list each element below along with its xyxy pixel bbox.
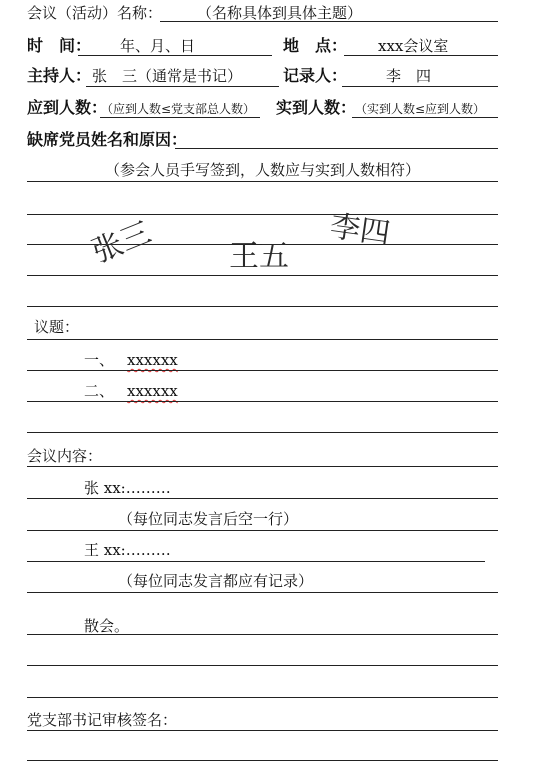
signin-note: （参会人员手写签到，人数应与实到人数相符） xyxy=(105,161,421,179)
agenda-label: 议题： xyxy=(34,318,80,336)
place-line xyxy=(344,55,498,56)
host-line xyxy=(86,86,279,87)
speaker-2: 王 xx:……… xyxy=(84,541,171,559)
rule-line xyxy=(27,697,498,698)
rule-line xyxy=(27,214,498,215)
rule-line xyxy=(27,561,485,562)
recorder-value: 李 四 xyxy=(386,67,432,85)
absent-label: 缺席党员姓名和原因： xyxy=(27,130,188,149)
speaker-1-note: （每位同志发言后空一行） xyxy=(118,510,299,528)
actual-value: （实到人数≤应到人数） xyxy=(355,102,486,116)
rule-line xyxy=(27,665,498,666)
absent-line xyxy=(175,148,498,149)
meeting-name-value: （名称具体到具体主题） xyxy=(197,4,363,22)
rule-line xyxy=(27,306,498,307)
rule-line xyxy=(27,401,498,402)
recorder-label: 记录人： xyxy=(283,66,348,85)
host-label: 主持人： xyxy=(27,66,92,85)
signature-1: 张三 xyxy=(87,215,157,271)
place-label: 地 点： xyxy=(283,36,348,55)
rule-line xyxy=(27,498,498,499)
rule-line xyxy=(27,432,498,433)
time-line xyxy=(78,55,272,56)
rule-line xyxy=(27,275,498,276)
speaker-1: 张 xx:……… xyxy=(84,479,171,497)
signature-3: 李四 xyxy=(327,208,393,253)
place-value: xxx会议室 xyxy=(378,37,449,55)
rule-line xyxy=(27,181,498,182)
expected-line xyxy=(100,117,260,118)
review-label: 党支部书记审核签名： xyxy=(27,711,178,729)
actual-label: 实到人数： xyxy=(276,98,357,117)
content-label: 会议内容： xyxy=(27,447,103,465)
agenda-item-1-text: xxxxxx xyxy=(127,351,178,369)
agenda-item-2-num: 二、 xyxy=(84,382,115,400)
speaker-2-note: （每位同志发言都应有记录） xyxy=(118,572,314,590)
meeting-name-line xyxy=(160,21,498,22)
rule-line xyxy=(27,730,498,731)
time-value: 年、月、日 xyxy=(120,37,196,55)
rule-line xyxy=(27,339,498,340)
rule-line xyxy=(27,466,498,467)
agenda-item-2-text: xxxxxx xyxy=(127,382,178,400)
host-value: 张 三（通常是书记） xyxy=(92,67,243,85)
closing-text: 散会。 xyxy=(84,617,130,635)
rule-line xyxy=(27,634,498,635)
rule-line xyxy=(27,760,498,761)
expected-label: 应到人数： xyxy=(27,98,108,117)
recorder-line xyxy=(342,86,498,87)
time-label: 时 间： xyxy=(27,36,92,55)
agenda-item-1-num: 一、 xyxy=(84,351,115,369)
rule-line xyxy=(27,530,498,531)
rule-line xyxy=(27,592,498,593)
rule-line xyxy=(27,370,498,371)
expected-value: （应到人数≤党支部总人数） xyxy=(101,102,256,116)
actual-line xyxy=(352,117,498,118)
signature-2: 王五 xyxy=(229,239,289,274)
meeting-name-label: 会议（活动）名称： xyxy=(27,4,163,22)
